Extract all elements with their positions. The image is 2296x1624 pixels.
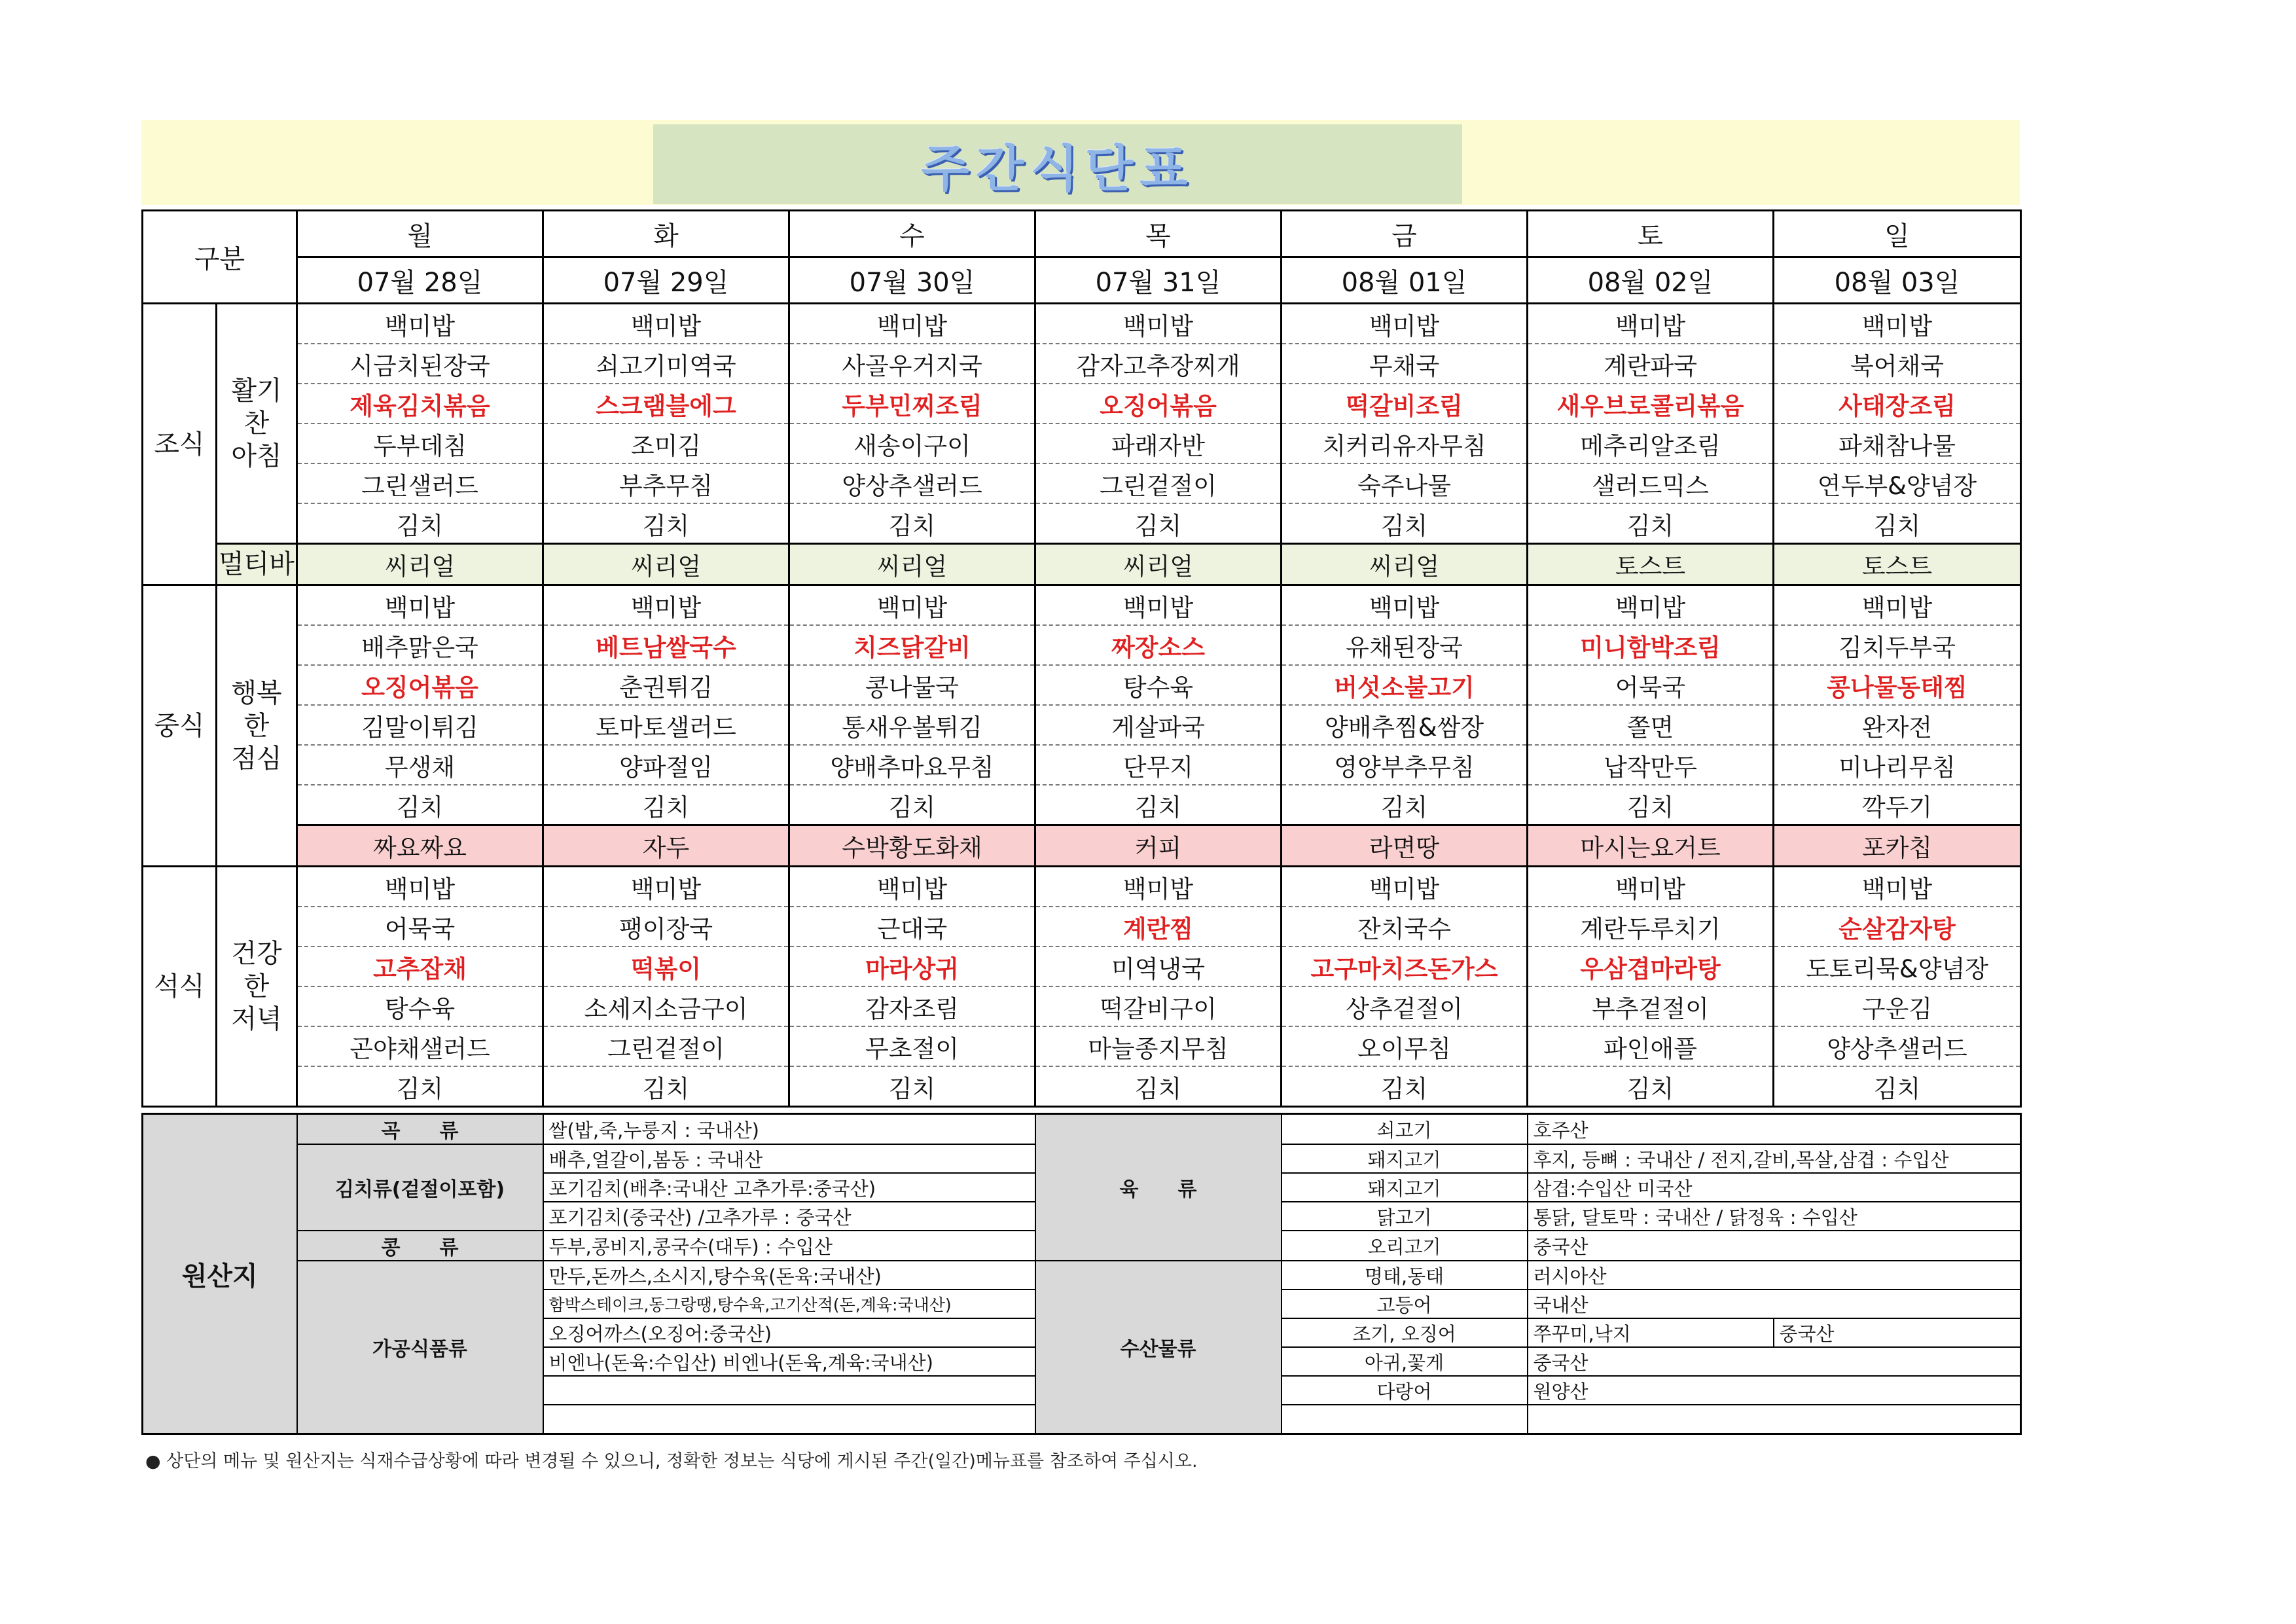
menu-item: 우삼겹마라탕 — [1528, 947, 1774, 986]
menu-item: 파채참나물 — [1774, 424, 2021, 463]
origin-left-value: 배추,얼갈이,봄동 : 국내산 — [543, 1144, 1035, 1173]
menu-item: 그린샐러드 — [297, 463, 543, 503]
menu-item: 김치 — [789, 503, 1035, 544]
menu-item: 치커리유자무침 — [1282, 424, 1528, 463]
origin-bean-label: 콩 류 — [297, 1231, 543, 1261]
snack-item: 커피 — [1035, 825, 1282, 867]
menu-item: 김치 — [789, 1066, 1035, 1107]
origin-country: 중국산 — [1528, 1231, 2021, 1261]
snack-item: 짜요짜요 — [297, 825, 543, 867]
menu-item: 무초절이 — [789, 1026, 1035, 1066]
menu-item: 김치 — [297, 503, 543, 544]
menu-item: 양배추마요무침 — [789, 745, 1035, 785]
menu-item: 백미밥 — [543, 585, 789, 626]
menu-item: 백미밥 — [1035, 304, 1282, 344]
menu-item: 버섯소불고기 — [1282, 665, 1528, 705]
header-day: 월 — [297, 211, 543, 257]
snack-item: 씨리얼 — [789, 544, 1035, 585]
origin-item: 아귀,꽃게 — [1282, 1347, 1528, 1376]
menu-item: 김치두부국 — [1774, 625, 2021, 665]
origin-left-value: 함박스테이크,동그랑땡,탕수육,고기산적(돈,계육:국내산) — [543, 1290, 1035, 1318]
menu-item: 김치 — [1282, 785, 1528, 825]
snack-item: 토스트 — [1528, 544, 1774, 585]
meal-label-dinner: 석식 — [143, 867, 217, 1107]
menu-item: 마라상귀 — [789, 947, 1035, 986]
origin-country: 중국산 — [1774, 1318, 2021, 1347]
menu-item: 백미밥 — [789, 867, 1035, 907]
menu-item: 김치 — [1035, 785, 1282, 825]
origin-left-value: 오징어까스(오징어:중국산) — [543, 1318, 1035, 1347]
menu-item: 춘권튀김 — [543, 665, 789, 705]
menu-item: 제육김치볶음 — [297, 384, 543, 424]
origin-country: 국내산 — [1528, 1290, 2021, 1318]
header-day: 일 — [1774, 211, 2021, 257]
menu-item: 탕수육 — [297, 986, 543, 1026]
menu-item: 그린겉절이 — [1035, 463, 1282, 503]
menu-item: 양파절임 — [543, 745, 789, 785]
meal-sub-dinner: 건강 한 저녁 — [217, 867, 297, 1107]
header-date: 08월 02일 — [1528, 257, 1774, 304]
origin-country — [1528, 1405, 2021, 1434]
origin-left-value: 두부,콩비지,콩국수(대두) : 수입산 — [543, 1231, 1035, 1261]
menu-item: 곤야채샐러드 — [297, 1026, 543, 1066]
snack-item: 토스트 — [1774, 544, 2021, 585]
menu-item: 파인애플 — [1528, 1026, 1774, 1066]
menu-item: 백미밥 — [1035, 585, 1282, 626]
menu-item: 단무지 — [1035, 745, 1282, 785]
snack-item: 씨리얼 — [1282, 544, 1528, 585]
menu-item: 양상추샐러드 — [1774, 1026, 2021, 1066]
menu-item: 김치 — [1528, 1066, 1774, 1107]
menu-item: 통새우볼튀김 — [789, 705, 1035, 745]
snack-item: 씨리얼 — [297, 544, 543, 585]
menu-item: 김치 — [1282, 1066, 1528, 1107]
snack-item: 수박황도화채 — [789, 825, 1035, 867]
menu-item: 김치 — [543, 503, 789, 544]
menu-item: 감자고추장찌개 — [1035, 344, 1282, 384]
menu-item: 마늘종지무침 — [1035, 1026, 1282, 1066]
menu-item: 미역냉국 — [1035, 947, 1282, 986]
menu-item: 도토리묵&양념장 — [1774, 947, 2021, 986]
menu-item: 계란두루치기 — [1528, 907, 1774, 947]
header-date: 07월 28일 — [297, 257, 543, 304]
menu-item: 김치 — [543, 1066, 789, 1107]
menu-item: 쫄면 — [1528, 705, 1774, 745]
menu-item: 김치 — [297, 785, 543, 825]
menu-item: 김치 — [1035, 503, 1282, 544]
menu-item: 백미밥 — [789, 304, 1035, 344]
menu-item: 상추겉절이 — [1282, 986, 1528, 1026]
origin-left-value: 포기김치(배추:국내산 고추가루:중국산) — [543, 1173, 1035, 1202]
menu-item: 깍두기 — [1774, 785, 2021, 825]
origin-table — [141, 1113, 2022, 1435]
menu-item: 백미밥 — [543, 867, 789, 907]
menu-item: 미니함박조림 — [1528, 625, 1774, 665]
title-box — [653, 124, 1462, 204]
footnote: ● 상단의 메뉴 및 원산지는 식재수급상황에 따라 변경될 수 있으니, 정확한 정보는 식당에 게시된 주간(일간)메뉴표를 참조하여 주십시오. — [145, 1451, 1198, 1471]
menu-item: 두부데침 — [297, 424, 543, 463]
origin-country: 원양산 — [1528, 1376, 2021, 1405]
menu-item: 순살감자탕 — [1774, 907, 2021, 947]
menu-item: 그린겉절이 — [543, 1026, 789, 1066]
snack-item: 씨리얼 — [543, 544, 789, 585]
menu-item: 계란파국 — [1528, 344, 1774, 384]
origin-label: 원산지 — [143, 1114, 297, 1434]
origin-kimchi-label: 김치류(겉절이포함) — [297, 1144, 543, 1231]
menu-item: 백미밥 — [1282, 867, 1528, 907]
header-date: 07월 29일 — [543, 257, 789, 304]
menu-item: 백미밥 — [543, 304, 789, 344]
menu-item: 콩나물동태찜 — [1774, 665, 2021, 705]
menu-item: 오이무침 — [1282, 1026, 1528, 1066]
menu-item: 백미밥 — [1528, 867, 1774, 907]
origin-left-value: 쌀(밥,죽,누룽지 : 국내산) — [543, 1114, 1035, 1145]
menu-item: 샐러드믹스 — [1528, 463, 1774, 503]
menu-item: 김치 — [1774, 503, 2021, 544]
menu-item: 메추리알조림 — [1528, 424, 1774, 463]
menu-item: 백미밥 — [1774, 304, 2021, 344]
meal-label-breakfast: 조식 — [143, 304, 217, 585]
menu-item: 김치 — [1035, 1066, 1282, 1107]
menu-item: 김치 — [789, 785, 1035, 825]
snack-item: 씨리얼 — [1035, 544, 1282, 585]
menu-item: 김치 — [297, 1066, 543, 1107]
menu-item: 무채국 — [1282, 344, 1528, 384]
meal-sub-breakfast: 활기 찬 아침 — [217, 304, 297, 544]
menu-item: 김말이튀김 — [297, 705, 543, 745]
origin-left-value: 만두,돈까스,소시지,탕수육(돈육:국내산) — [543, 1261, 1035, 1290]
menu-item: 백미밥 — [297, 304, 543, 344]
menu-item: 영양부추무침 — [1282, 745, 1528, 785]
menu-item: 구운김 — [1774, 986, 2021, 1026]
meal-label-lunch: 중식 — [143, 585, 217, 867]
bar-label: 멀티바 — [217, 544, 297, 585]
menu-item: 백미밥 — [1528, 585, 1774, 626]
menu-item: 새우브로콜리볶음 — [1528, 384, 1774, 424]
origin-item: 오리고기 — [1282, 1231, 1528, 1261]
menu-table — [141, 209, 2022, 1108]
menu-item: 사태장조림 — [1774, 384, 2021, 424]
origin-item: 명태,동태 — [1282, 1261, 1528, 1290]
origin-grain-label: 곡 류 — [297, 1114, 543, 1145]
origin-left-value — [543, 1405, 1035, 1434]
menu-item: 어묵국 — [1528, 665, 1774, 705]
menu-item: 오징어볶음 — [1035, 384, 1282, 424]
menu-item: 팽이장국 — [543, 907, 789, 947]
menu-item: 떡갈비조림 — [1282, 384, 1528, 424]
menu-item: 토마토샐러드 — [543, 705, 789, 745]
origin-country: 중국산 — [1528, 1347, 2021, 1376]
origin-left-value: 포기김치(중국산) /고추가루 : 중국산 — [543, 1202, 1035, 1231]
menu-item: 유채된장국 — [1282, 625, 1528, 665]
snack-item: 라면땅 — [1282, 825, 1528, 867]
menu-item: 소세지소금구이 — [543, 986, 789, 1026]
snack-item: 자두 — [543, 825, 789, 867]
page-title: 주간식단표 — [921, 139, 1194, 198]
header-category: 구분 — [143, 211, 297, 304]
menu-item: 연두부&양념장 — [1774, 463, 2021, 503]
menu-item: 백미밥 — [1282, 304, 1528, 344]
header-date: 08월 01일 — [1282, 257, 1528, 304]
menu-item: 김치 — [543, 785, 789, 825]
menu-item: 게살파국 — [1035, 705, 1282, 745]
menu-item: 김치 — [1528, 785, 1774, 825]
header-date: 07월 30일 — [789, 257, 1035, 304]
menu-item: 백미밥 — [297, 867, 543, 907]
snack-item: 포카칩 — [1774, 825, 2021, 867]
menu-item: 쇠고기미역국 — [543, 344, 789, 384]
menu-item: 오징어볶음 — [297, 665, 543, 705]
snack-item: 마시는요거트 — [1528, 825, 1774, 867]
menu-item: 백미밥 — [1774, 585, 2021, 626]
menu-item: 숙주나물 — [1282, 463, 1528, 503]
menu-item: 백미밥 — [789, 585, 1035, 626]
menu-item: 완자전 — [1774, 705, 2021, 745]
origin-country: 후지, 등뼈 : 국내산 / 전지,갈비,목살,삼겹 : 수입산 — [1528, 1144, 2021, 1173]
origin-country: 호주산 — [1528, 1114, 2021, 1145]
menu-item: 짜장소스 — [1035, 625, 1282, 665]
header-day: 금 — [1282, 211, 1528, 257]
menu-item: 양배추찜&쌈장 — [1282, 705, 1528, 745]
menu-item: 백미밥 — [297, 585, 543, 626]
menu-item: 부추겉절이 — [1528, 986, 1774, 1026]
header-day: 토 — [1528, 211, 1774, 257]
header-day: 화 — [543, 211, 789, 257]
header-date: 07월 31일 — [1035, 257, 1282, 304]
origin-country: 쭈꾸미,낙지 — [1528, 1318, 1774, 1347]
origin-country: 통닭, 달토막 : 국내산 / 닭정육 : 수입산 — [1528, 1202, 2021, 1231]
menu-item: 감자조림 — [789, 986, 1035, 1026]
menu-item: 북어채국 — [1774, 344, 2021, 384]
menu-item: 베트남쌀국수 — [543, 625, 789, 665]
origin-sea-label: 수산물류 — [1035, 1261, 1282, 1434]
menu-item: 백미밥 — [1282, 585, 1528, 626]
origin-left-value — [543, 1376, 1035, 1405]
menu-item: 잔치국수 — [1282, 907, 1528, 947]
menu-item: 어묵국 — [297, 907, 543, 947]
menu-item: 두부민찌조림 — [789, 384, 1035, 424]
menu-item: 부추무침 — [543, 463, 789, 503]
origin-processed-label: 가공식품류 — [297, 1261, 543, 1434]
menu-item: 시금치된장국 — [297, 344, 543, 384]
menu-item: 탕수육 — [1035, 665, 1282, 705]
menu-item: 무생채 — [297, 745, 543, 785]
menu-item: 납작만두 — [1528, 745, 1774, 785]
menu-item: 파래자반 — [1035, 424, 1282, 463]
menu-item: 고구마치즈돈가스 — [1282, 947, 1528, 986]
menu-item: 미나리무침 — [1774, 745, 2021, 785]
menu-item: 백미밥 — [1774, 867, 2021, 907]
origin-item — [1282, 1405, 1528, 1434]
origin-item: 고등어 — [1282, 1290, 1528, 1318]
header-day: 목 — [1035, 211, 1282, 257]
meal-sub-lunch: 행복 한 점심 — [217, 585, 297, 867]
origin-country: 삼겹:수입산 미국산 — [1528, 1173, 2021, 1202]
origin-country: 러시아산 — [1528, 1261, 2021, 1290]
menu-item: 고추잡채 — [297, 947, 543, 986]
menu-item: 새송이구이 — [789, 424, 1035, 463]
menu-item: 백미밥 — [1528, 304, 1774, 344]
menu-item: 양상추샐러드 — [789, 463, 1035, 503]
menu-item: 조미김 — [543, 424, 789, 463]
origin-item: 닭고기 — [1282, 1202, 1528, 1231]
origin-left-value: 비엔나(돈육:수입산) 비엔나(돈육,계육:국내산) — [543, 1347, 1035, 1376]
origin-item: 돼지고기 — [1282, 1173, 1528, 1202]
menu-item: 떡갈비구이 — [1035, 986, 1282, 1026]
menu-item: 배추맑은국 — [297, 625, 543, 665]
menu-item: 김치 — [1774, 1066, 2021, 1107]
menu-item: 근대국 — [789, 907, 1035, 947]
menu-item: 계란찜 — [1035, 907, 1282, 947]
origin-item: 조기, 오징어 — [1282, 1318, 1528, 1347]
origin-meat-label: 육 류 — [1035, 1114, 1282, 1261]
origin-item: 다랑어 — [1282, 1376, 1528, 1405]
header-date: 08월 03일 — [1774, 257, 2021, 304]
menu-item: 치즈닭갈비 — [789, 625, 1035, 665]
menu-item: 사골우거지국 — [789, 344, 1035, 384]
header-day: 수 — [789, 211, 1035, 257]
origin-item: 쇠고기 — [1282, 1114, 1528, 1145]
menu-item: 김치 — [1528, 503, 1774, 544]
menu-item: 스크램블에그 — [543, 384, 789, 424]
menu-item: 백미밥 — [1035, 867, 1282, 907]
menu-item: 김치 — [1282, 503, 1528, 544]
origin-item: 돼지고기 — [1282, 1144, 1528, 1173]
menu-item: 콩나물국 — [789, 665, 1035, 705]
menu-item: 떡볶이 — [543, 947, 789, 986]
